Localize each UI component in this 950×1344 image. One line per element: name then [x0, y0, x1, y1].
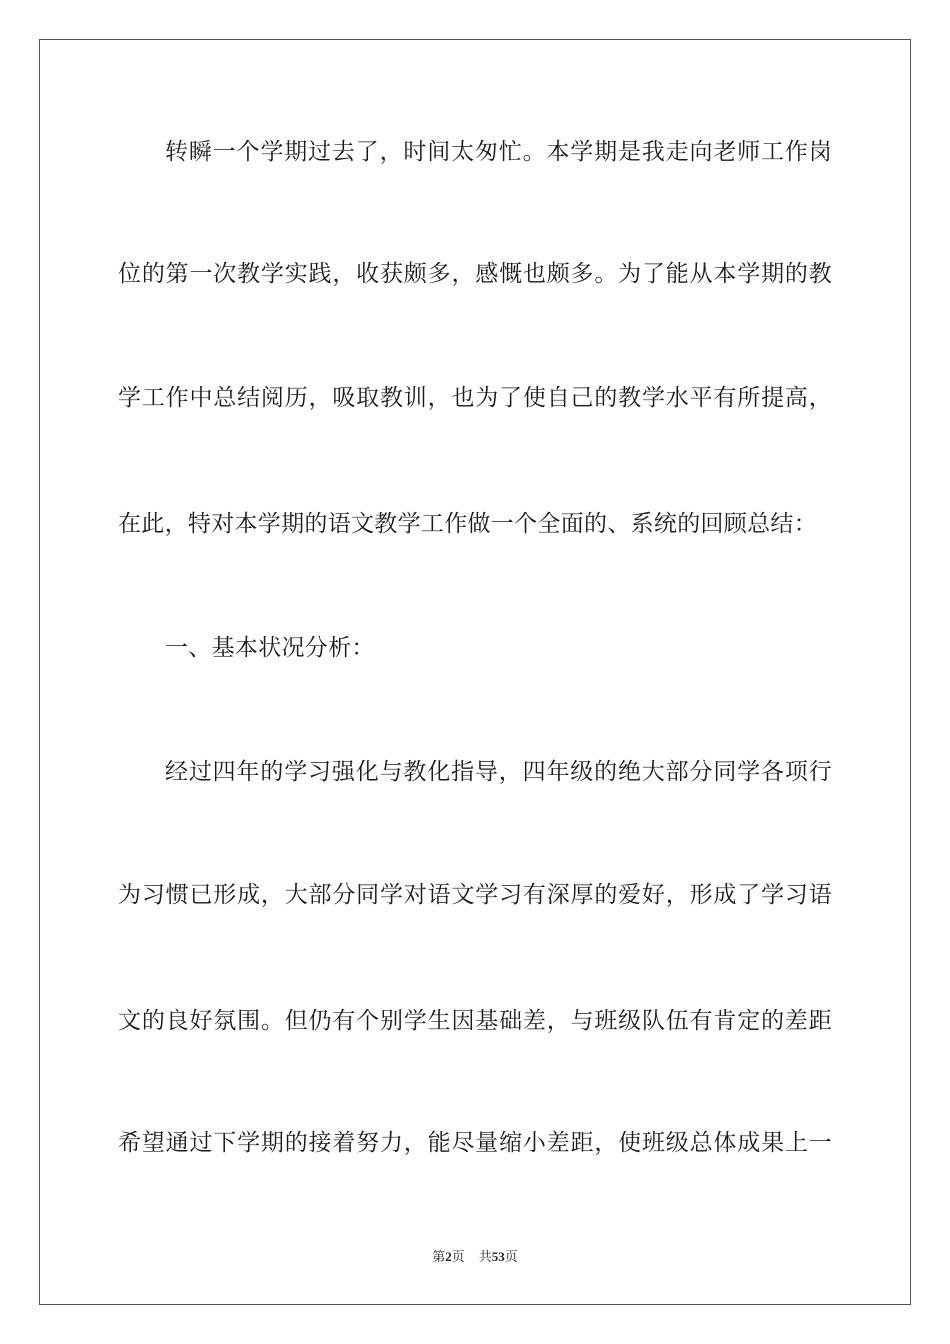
paragraph-line: 在此，特对本学期的语文教学工作做一个全面的、系统的回顾总结： [118, 511, 817, 537]
section-heading: 一、基本状况分析： [165, 635, 375, 661]
total-pages-prefix: 共 [478, 1250, 492, 1265]
paragraph-line: 学工作中总结阅历，吸取教训，也为了使自己的教学水平有所提高， [118, 385, 832, 411]
page-number-suffix: 页 [451, 1250, 465, 1265]
paragraph-line: 为习惯已形成，大部分同学对语文学习有深厚的爱好，形成了学习语 [118, 882, 832, 908]
page-number-prefix: 第 [432, 1250, 446, 1265]
paragraph-line: 文的良好氛围。但仍有个别学生因基础差，与班级队伍有肯定的差距 [118, 1008, 832, 1034]
total-pages-suffix: 页 [504, 1250, 518, 1265]
page-number: 2 [445, 1249, 452, 1264]
paragraph-line: 经过四年的学习强化与教化指导，四年级的绝大部分同学各项行 [165, 759, 832, 785]
paragraph-line: 转瞬一个学期过去了，时间太匆忙。本学期是我走向老师工作岗 [165, 139, 832, 165]
paragraph-line: 希望通过下学期的接着努力，能尽量缩小差距，使班级总体成果上一 [118, 1130, 832, 1156]
total-pages: 53 [491, 1249, 505, 1264]
paragraph-line: 位的第一次教学实践，收获颇多，感慨也颇多。为了能从本学期的教 [118, 261, 832, 287]
page-frame [39, 39, 911, 1305]
page-footer [0, 1248, 950, 1267]
